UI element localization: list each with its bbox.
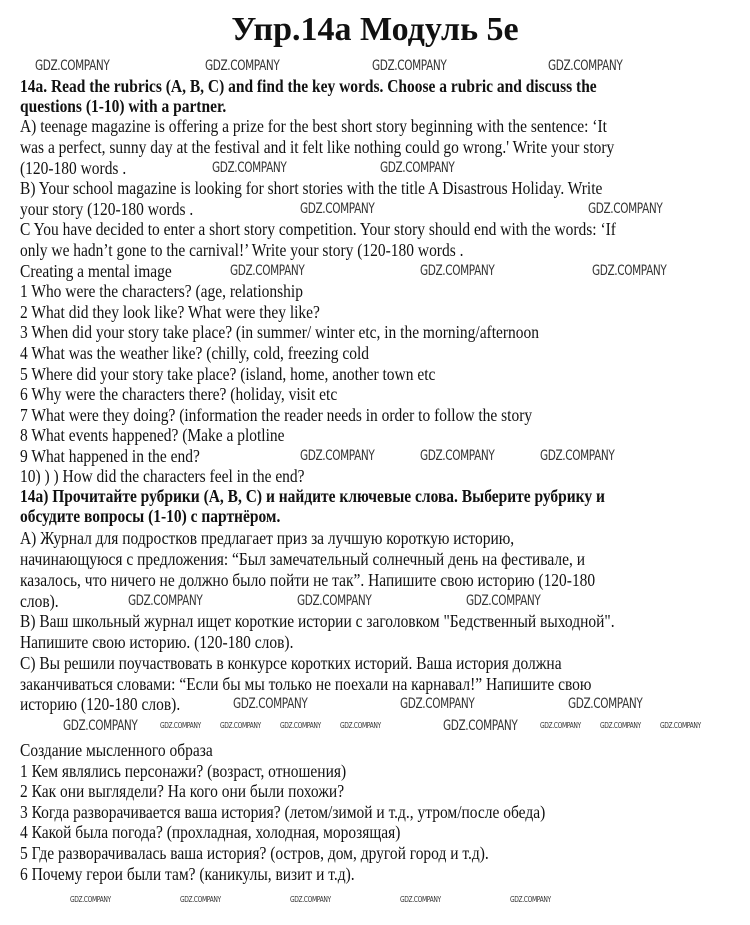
watermark: GDZ.COMPANY <box>568 696 643 712</box>
text-line: was a perfect, sunny day at the festival and it felt like nothing could go wrong.' Write your story <box>20 137 615 157</box>
text-line: 5 Где разворачивалась ваша история? (остров, дом, другой город и т.д). <box>20 843 489 863</box>
text-line: В) Ваш школьный журнал ищет короткие истории с заголовком "Бедственный выходной". <box>20 611 615 631</box>
watermark: GDZ.COMPANY <box>540 721 581 730</box>
watermark: GDZ.COMPANY <box>600 721 641 730</box>
text-line: Creating a mental image <box>20 261 172 281</box>
watermark: GDZ.COMPANY <box>230 263 305 279</box>
text-line: 3 When did your story take place? (in summer/ winter etc, in the morning/afternoon <box>20 322 540 342</box>
watermark: GDZ.COMPANY <box>466 593 541 609</box>
watermark: GDZ.COMPANY <box>300 448 375 464</box>
watermark: GDZ.COMPANY <box>63 718 138 734</box>
watermark: GDZ.COMPANY <box>372 58 447 74</box>
watermark: GDZ.COMPANY <box>128 593 203 609</box>
watermark: GDZ.COMPANY <box>290 895 331 904</box>
section-heading-line: 14a. Read the rubrics (A, B, C) and find the key words. Choose a rubric and discuss the <box>20 76 597 96</box>
watermark: GDZ.COMPANY <box>35 58 110 74</box>
watermark: GDZ.COMPANY <box>400 696 475 712</box>
section-heading-line: 14а) Прочитайте рубрики (А, В, С) и найдите ключевые слова. Выберите рубрику и <box>20 486 605 506</box>
text-line: начинающуюся с предложения: “Был замечательный солнечный день на фестивале, и <box>20 549 586 569</box>
text-line: 6 Почему герои были там? (каникулы, визит и т.д). <box>20 864 355 884</box>
watermark: GDZ.COMPANY <box>300 201 375 217</box>
watermark: GDZ.COMPANY <box>340 721 381 730</box>
watermark: GDZ.COMPANY <box>160 721 201 730</box>
text-line: Создание мысленного образа <box>20 740 213 760</box>
text-line: C You have decided to enter a short story competition. Your story should end with the words: ‘If <box>20 219 616 239</box>
watermark: GDZ.COMPANY <box>205 58 280 74</box>
text-line: A) teenage magazine is offering a prize for the best short story beginning with the sentence: ‘It <box>20 116 607 136</box>
section-heading-line: обсудите вопросы (1-10) с партнёром. <box>20 506 281 526</box>
watermark: GDZ.COMPANY <box>380 160 455 176</box>
text-line: 2 Как они выглядели? На кого они были похожи? <box>20 781 345 801</box>
text-line: 8 What events happened? (Make a plotline <box>20 425 285 445</box>
text-line: 1 Кем являлись персонажи? (возраст, отношения) <box>20 761 347 781</box>
text-line: Напишите свою историю. (120-180 слов). <box>20 632 294 652</box>
watermark: GDZ.COMPANY <box>420 448 495 464</box>
text-line: 10) ) ) How did the characters feel in the end? <box>20 466 305 486</box>
text-line: А) Журнал для подростков предлагает приз за лучшую короткую историю, <box>20 528 515 548</box>
watermark: GDZ.COMPANY <box>592 263 667 279</box>
watermark: GDZ.COMPANY <box>180 895 221 904</box>
text-line: B) Your school magazine is looking for short stories with the title A Disastrous Holiday. Write <box>20 178 603 198</box>
watermark: GDZ.COMPANY <box>540 448 615 464</box>
section-heading-line: questions (1-10) with a partner. <box>20 96 227 116</box>
watermark: GDZ.COMPANY <box>548 58 623 74</box>
watermark: GDZ.COMPANY <box>280 721 321 730</box>
watermark: GDZ.COMPANY <box>70 895 111 904</box>
watermark: GDZ.COMPANY <box>233 696 308 712</box>
text-line: 1 Who were the characters? (age, relationship <box>20 281 303 301</box>
watermark: GDZ.COMPANY <box>297 593 372 609</box>
text-line: 2 What did they look like? What were they like? <box>20 302 320 322</box>
text-line: слов). <box>20 591 59 611</box>
watermark: GDZ.COMPANY <box>212 160 287 176</box>
text-line: 4 Какой была погода? (прохладная, холодная, морозящая) <box>20 822 401 842</box>
text-line: историю (120-180 слов). <box>20 694 181 714</box>
text-line: your story (120-180 words . <box>20 199 194 219</box>
text-line: 4 What was the weather like? (chilly, cold, freezing cold <box>20 343 370 363</box>
watermark: GDZ.COMPANY <box>420 263 495 279</box>
text-line: only we hadn’t gone to the carnival!’ Write your story (120-180 words . <box>20 240 464 260</box>
text-line: заканчиваться словами: “Если бы мы только не поехали на карнавал!” Напишите свою <box>20 674 592 694</box>
text-line: 7 What were they doing? (information the reader needs in order to follow the story <box>20 405 533 425</box>
page-title: Упр.14а Модуль 5е <box>231 11 519 48</box>
text-line: (120-180 words . <box>20 158 127 178</box>
text-line: 5 Where did your story take place? (island, home, another town etc <box>20 364 436 384</box>
watermark: GDZ.COMPANY <box>660 721 701 730</box>
watermark: GDZ.COMPANY <box>220 721 261 730</box>
text-line: 3 Когда разворачивается ваша история? (летом/зимой и т.д., утром/после обеда) <box>20 802 546 822</box>
text-line: казалось, что ничего не должно было пойти не так”. Напишите свою историю (120-180 <box>20 570 596 590</box>
watermark: GDZ.COMPANY <box>443 718 518 734</box>
text-line: 9 What happened in the end? <box>20 446 200 466</box>
text-line: 6 Why were the characters there? (holiday, visit etc <box>20 384 338 404</box>
watermark: GDZ.COMPANY <box>510 895 551 904</box>
text-line: С) Вы решили поучаствовать в конкурсе коротких историй. Ваша история должна <box>20 653 562 673</box>
watermark: GDZ.COMPANY <box>400 895 441 904</box>
watermark: GDZ.COMPANY <box>588 201 663 217</box>
